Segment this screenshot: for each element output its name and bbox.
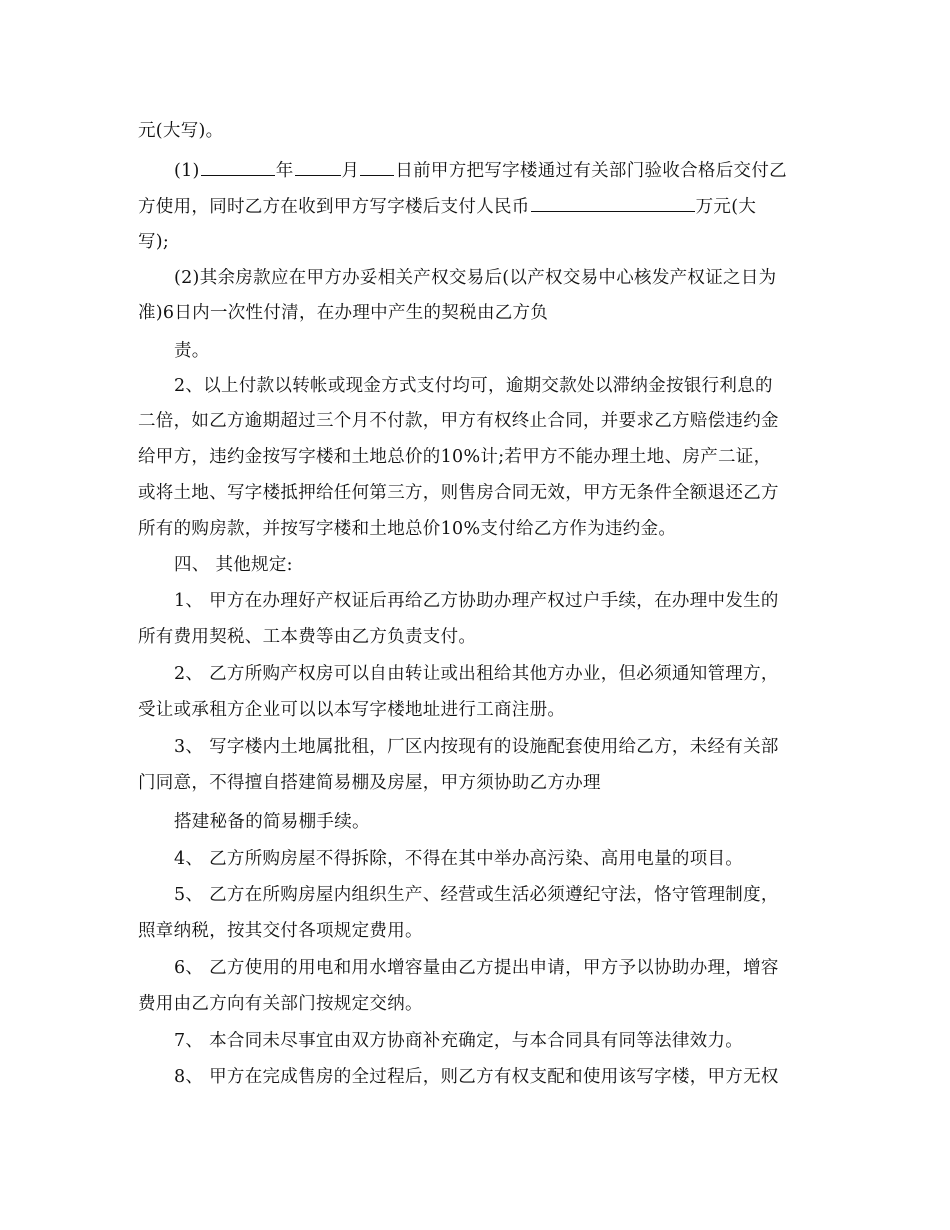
text-line (174, 809, 828, 835)
text-line (138, 118, 828, 144)
text-line (174, 1064, 828, 1090)
text-line (174, 373, 828, 399)
text-line-blanks (174, 157, 828, 184)
text-line (174, 265, 828, 291)
blank-day (360, 157, 394, 176)
text-line-blanks (138, 193, 828, 220)
line-text: 月 (341, 161, 360, 181)
line-text: 责。 (174, 341, 210, 361)
line-text: 所有的购房款，并按写字楼和土地总价10%支付给乙方作为违约金。 (138, 519, 677, 539)
line-text: 年 (275, 161, 294, 181)
line-text: 四、 其他规定: (174, 555, 293, 575)
line-text: (2)其余房款应在甲方办妥相关产权交易后(以产权交易中心核发产权证之日为 (174, 268, 777, 288)
line-text: (1) (174, 161, 200, 181)
text-line (138, 991, 828, 1017)
blank-month (295, 157, 341, 176)
line-text: 照章纳税，按其交付各项规定费用。 (138, 921, 423, 941)
line-text: 元(大写)。 (138, 121, 224, 141)
line-text: 或将土地、写字楼抵押给任何第三方，则售房合同无效，甲方无条件全额退还乙方 (138, 483, 779, 503)
line-text: 4、 乙方所购房屋不得拆除，不得在其中举办高污染、高用电量的项目。 (174, 849, 744, 869)
text-line (138, 516, 828, 542)
line-text: 门同意，不得擅自搭建简易棚及房屋，甲方须协助乙方办理 (138, 773, 601, 793)
line-text: 6、 乙方使用的用电和用水增容量由乙方提出申请，甲方予以协助办理，增容 (174, 958, 779, 978)
line-text: 万元(大 (695, 197, 757, 217)
text-line (138, 624, 828, 650)
text-line (138, 770, 828, 796)
text-line (138, 697, 828, 723)
line-text: 5、 乙方在所购房屋内组织生产、经营或生活必须遵纪守法，恪守管理制度， (174, 885, 779, 905)
text-line (138, 480, 828, 506)
line-text: 受让或承租方企业可以以本写字楼地址进行工商注册。 (138, 700, 566, 720)
line-text: 日前甲方把写字楼通过有关部门验收合格后交付乙 (395, 161, 787, 181)
text-line (138, 408, 828, 434)
line-text: 写); (138, 232, 170, 252)
line-text: 3、 写字楼内土地属批租，厂区内按现有的设施配套使用给乙方，未经有关部 (174, 737, 779, 757)
text-line (174, 588, 828, 614)
line-text: 搭建秘备的简易棚手续。 (174, 812, 370, 832)
line-text: 给甲方，违约金按写字楼和土地总价的10%计;若甲方不能办理土地、房产二证， (138, 447, 772, 467)
line-text: 1、 甲方在办理好产权证后再给乙方协助办理产权过户手续，在办理中发生的 (174, 591, 779, 611)
text-line (174, 1028, 828, 1054)
line-text: 2、以上付款以转帐或现金方式支付均可，逾期交款处以滞纳金按银行利息的 (174, 376, 773, 396)
line-text: 2、 乙方所购产权房可以自由转让或出租给其他方办业，但必须通知管理方， (174, 664, 779, 684)
text-line (138, 229, 828, 255)
line-text: 准)6日内一次性付清，在办理中产生的契税由乙方负 (138, 303, 549, 323)
line-text: 所有费用契税、工本费等由乙方负责支付。 (138, 627, 477, 647)
line-text: 8、 甲方在完成售房的全过程后，则乙方有权支配和使用该写字楼，甲方无权 (174, 1067, 779, 1087)
text-line (174, 955, 828, 981)
text-line (174, 661, 828, 687)
line-text: 二倍，如乙方逾期超过三个月不付款，甲方有权终止合同，并要求乙方赔偿违约金 (138, 411, 779, 431)
line-text: 方使用，同时乙方在收到甲方写字楼后支付人民币 (138, 197, 530, 217)
text-line (174, 338, 828, 364)
text-line (138, 918, 828, 944)
section-heading (174, 552, 828, 578)
text-line (138, 300, 828, 326)
text-line (174, 882, 828, 908)
text-line (174, 734, 828, 760)
line-text: 7、 本合同未尽事宜由双方协商补充确定，与本合同具有同等法律效力。 (174, 1031, 744, 1051)
blank-amount (531, 193, 695, 212)
blank-year (201, 157, 275, 176)
text-line (138, 444, 828, 470)
line-text: 费用由乙方向有关部门按规定交纳。 (138, 994, 423, 1014)
text-line (174, 846, 828, 872)
